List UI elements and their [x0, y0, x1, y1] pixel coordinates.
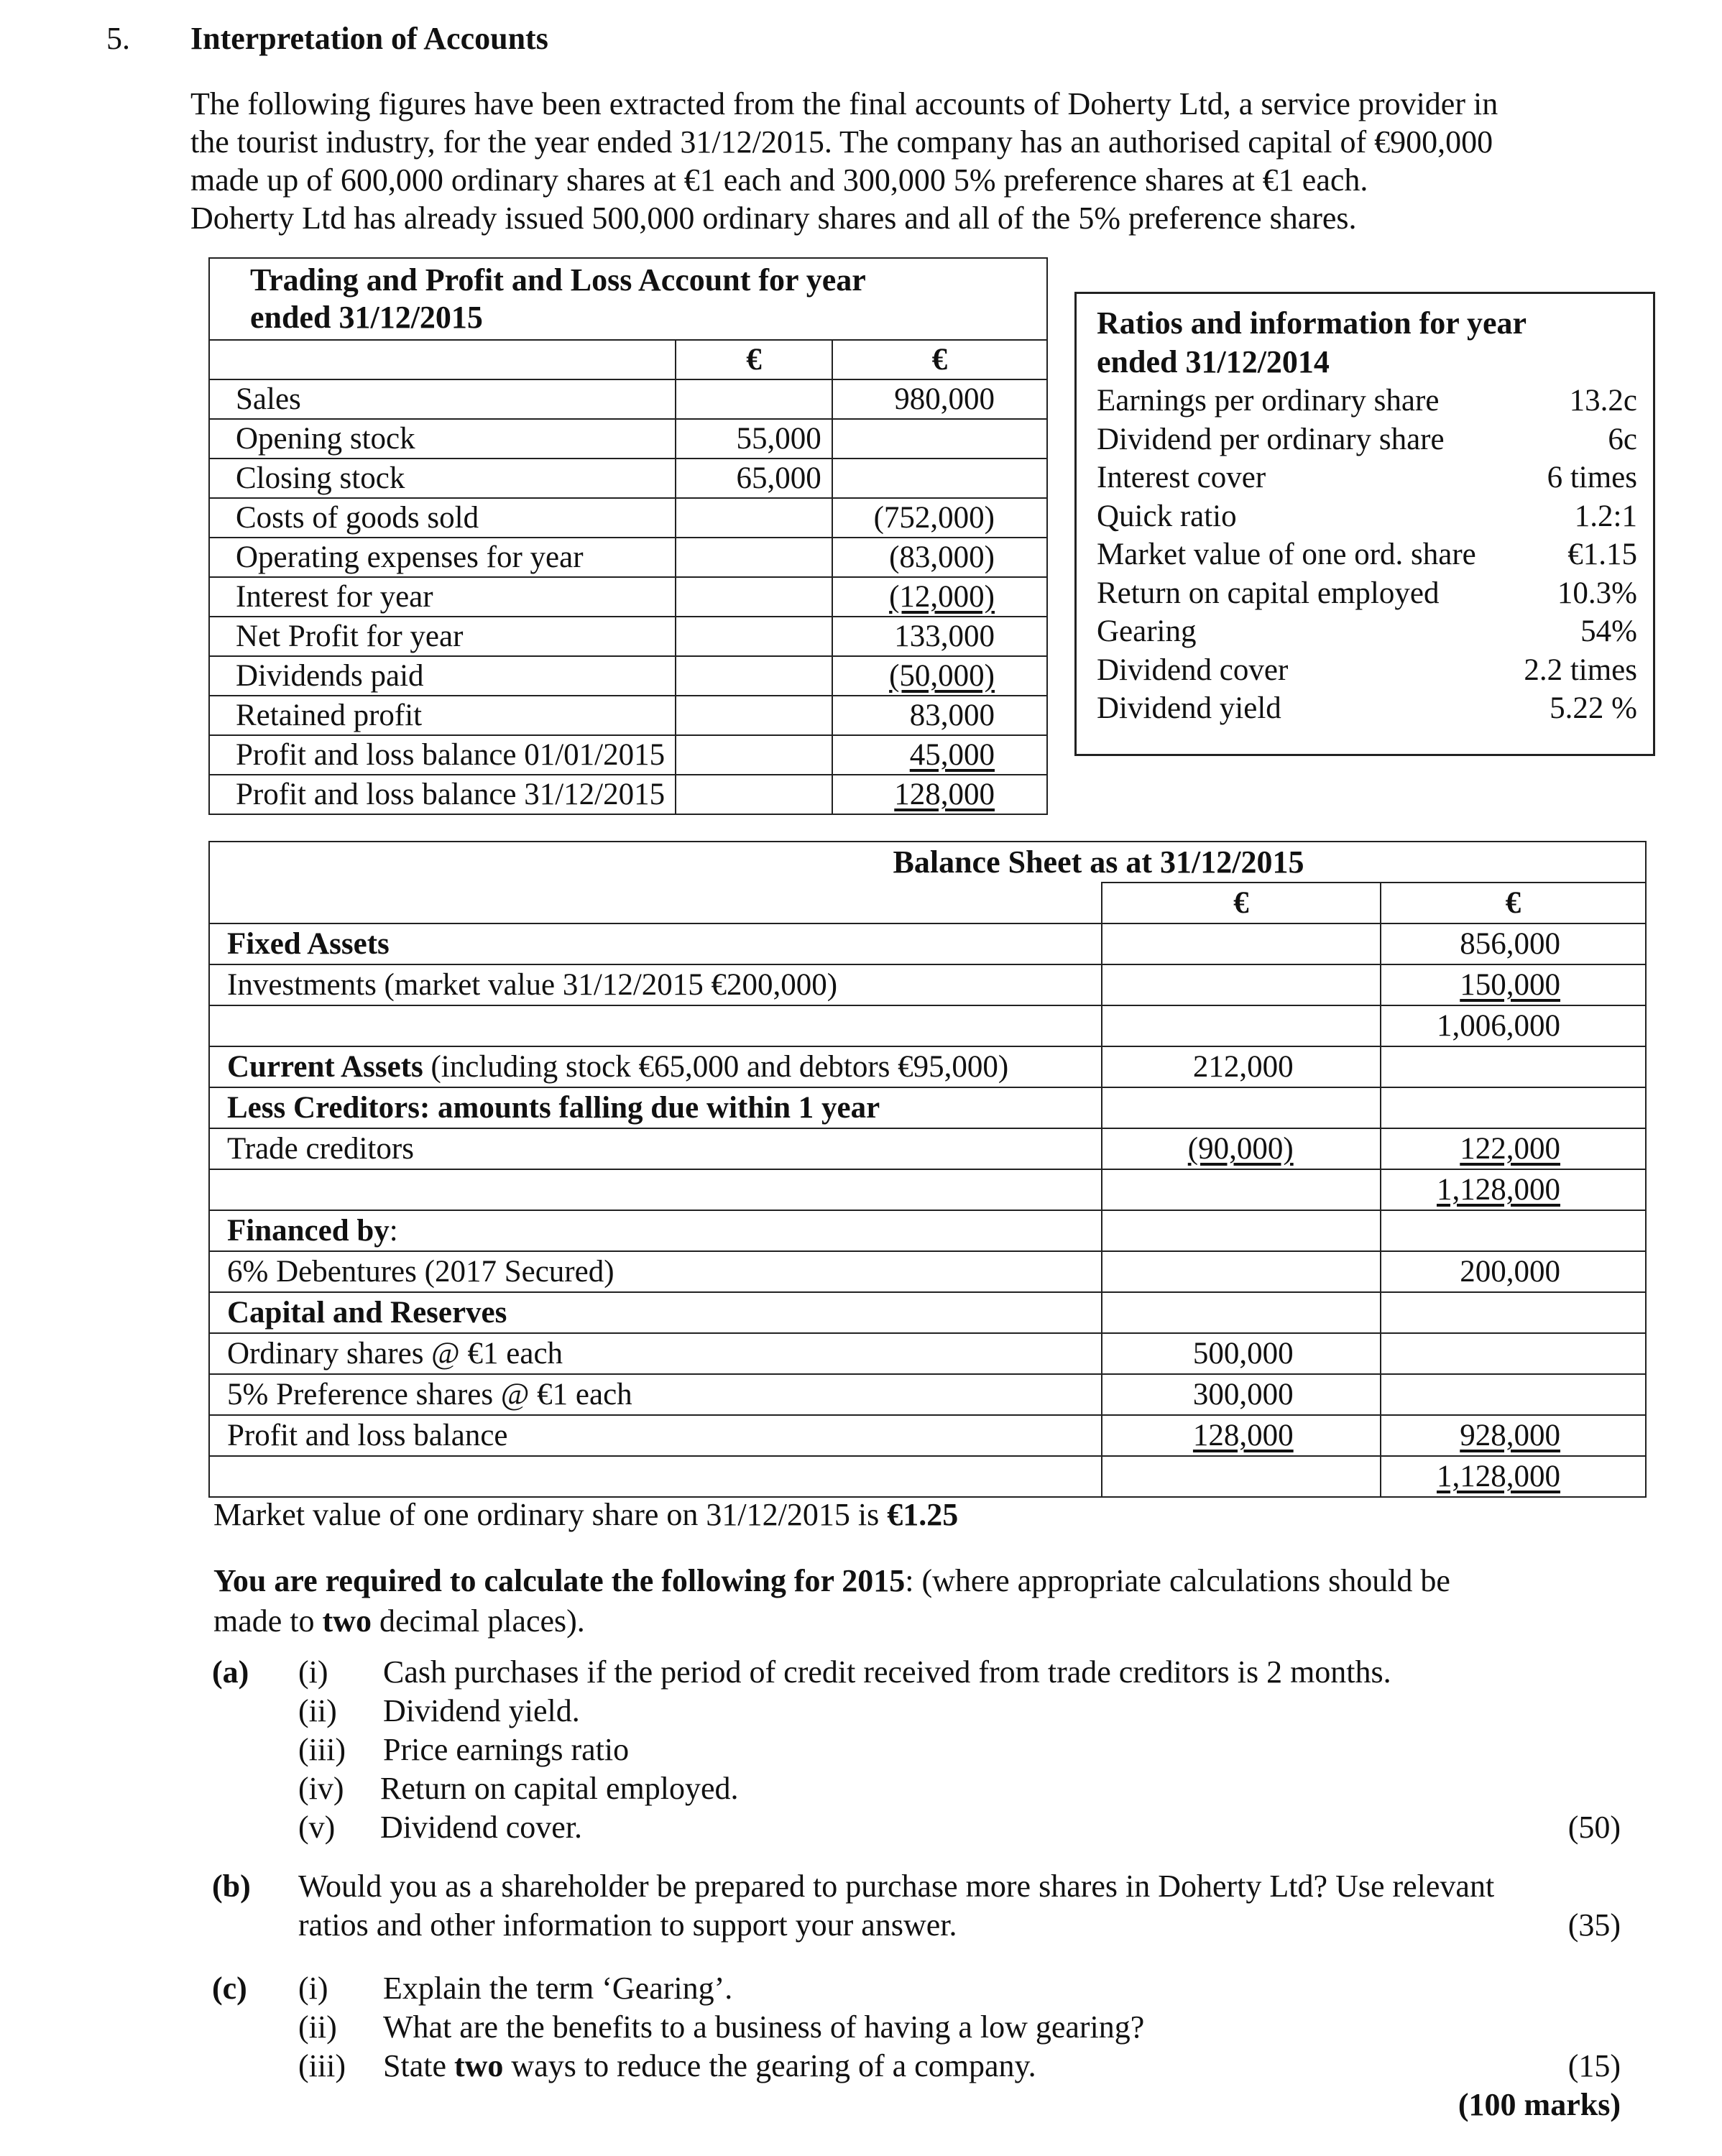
- part-c-text: What are the benefits to a business of having a low gearing?: [383, 2009, 1145, 2045]
- ratio-row: [1097, 420, 1637, 459]
- pl-mid: [676, 617, 832, 656]
- req-line: [213, 1561, 1579, 1601]
- table-row: [209, 459, 1047, 498]
- req-bold: You are required to calculate the following for 2015: [213, 1563, 906, 1598]
- req-rest: : (where appropriate calculations should be: [905, 1563, 1450, 1598]
- bs-ordinary-value: 500,000: [1102, 1333, 1381, 1374]
- pl-label: Net Profit for year: [209, 617, 676, 656]
- balance-sheet-table: [208, 841, 1647, 1498]
- bs-subtotal: 1,006,000: [1381, 1005, 1646, 1046]
- pl-mid: [676, 775, 832, 814]
- table-row: [209, 735, 1047, 775]
- ratio-value: 6 times: [1547, 461, 1637, 494]
- pl-label: Sales: [209, 379, 676, 419]
- bs-debentures-label: 6% Debentures (2017 Secured): [209, 1251, 1102, 1292]
- bs-header-right: €: [1381, 883, 1646, 923]
- pl-right: 128,000: [832, 775, 1047, 814]
- part-c-text-a: State: [383, 2048, 454, 2083]
- ratios-title-line: Ratios and information for year: [1097, 305, 1527, 341]
- bs-cell: [1102, 1456, 1381, 1497]
- market-value-text: Market value of one ordinary share on 31/12/2015 is: [213, 1497, 888, 1532]
- part-a-text: Return on capital employed.: [380, 1771, 739, 1806]
- bs-cell: [1381, 1210, 1646, 1251]
- part-b-line: ratios and other information to support your answer.: [298, 1907, 957, 1943]
- ratio-value: €1.15: [1567, 538, 1637, 571]
- pl-label: Dividends paid: [209, 656, 676, 696]
- bs-cell: [1381, 1087, 1646, 1128]
- req-line2-b: decimal places).: [371, 1603, 585, 1639]
- bs-cell: [1102, 1251, 1381, 1292]
- pl-header-label: [209, 340, 676, 379]
- ratio-row: [1097, 535, 1637, 574]
- table-row: [209, 577, 1047, 617]
- requirements-intro: [213, 1561, 1579, 1641]
- intro-line: made up of 600,000 ordinary shares at €1 each and 300,000 5% preference shares at €1 each.: [190, 162, 1368, 198]
- total-marks: (100 marks): [1458, 2087, 1621, 2122]
- ratio-row: [1097, 689, 1637, 728]
- pl-label: Profit and loss balance 01/01/2015: [209, 735, 676, 775]
- table-row: [209, 775, 1047, 814]
- part-c-num: (iii): [298, 2048, 346, 2083]
- part-a-text: Price earnings ratio: [383, 1732, 630, 1767]
- bs-current-assets-label: [209, 1046, 1102, 1087]
- pl-mid: [676, 577, 832, 617]
- part-c-label: (c): [212, 1971, 247, 2006]
- part-a-text: Dividend cover.: [380, 1810, 583, 1845]
- part-b-marks: (35): [1567, 1907, 1621, 1943]
- pl-right: [832, 419, 1047, 459]
- pl-label: Operating expenses for year: [209, 538, 676, 577]
- bs-less-creditors-label: [209, 1087, 1102, 1128]
- pl-mid: [676, 498, 832, 538]
- ratio-label: Gearing: [1097, 614, 1197, 648]
- ratio-label: Market value of one ord. share: [1097, 538, 1476, 571]
- ratio-value: 2.2 times: [1524, 653, 1637, 687]
- bs-cell: [209, 1169, 1102, 1210]
- bs-total-1: 1,128,000: [1381, 1169, 1646, 1210]
- req-line2-bold: two: [322, 1603, 372, 1639]
- bs-financed-by-rest: :: [389, 1214, 398, 1248]
- pl-right: (752,000): [832, 498, 1047, 538]
- bs-header-label: [209, 883, 1102, 923]
- part-c-text: Explain the term ‘Gearing’.: [383, 1971, 733, 2006]
- bs-less-creditors-rest: : amounts falling due within 1 year: [419, 1091, 880, 1125]
- ratio-value: 6c: [1608, 422, 1637, 456]
- intro-line: the tourist industry, for the year ended 31/12/2015. The company has an authorised capital of €900,000: [190, 124, 1493, 160]
- part-c-text-b: ways to reduce the gearing of a company.: [503, 2048, 1036, 2083]
- bs-investments-label: Investments (market value 31/12/2015 €200,000): [209, 964, 1102, 1005]
- part-a-num: (iv): [298, 1771, 344, 1806]
- ratio-value: 13.2c: [1569, 384, 1637, 418]
- bs-header-mid: €: [1102, 883, 1381, 923]
- pl-mid: [676, 656, 832, 696]
- pl-header-right: €: [832, 340, 1047, 379]
- bs-cell: [1381, 1046, 1646, 1087]
- pl-mid: [676, 538, 832, 577]
- pl-label: Interest for year: [209, 577, 676, 617]
- pl-label: Costs of goods sold: [209, 498, 676, 538]
- ratio-label: Earnings per ordinary share: [1097, 384, 1440, 418]
- table-row: [209, 1374, 1646, 1415]
- table-row: [209, 1128, 1646, 1169]
- pl-label: Closing stock: [209, 459, 676, 498]
- pl-mid: [676, 379, 832, 419]
- part-a-label: (a): [212, 1654, 249, 1690]
- pl-title: [209, 258, 1047, 340]
- bs-preference-label: 5% Preference shares @ €1 each: [209, 1374, 1102, 1415]
- ratios-box: [1074, 292, 1655, 756]
- part-a-num: (i): [298, 1654, 328, 1690]
- ratio-value: 1.2:1: [1574, 499, 1637, 533]
- table-row: [209, 1046, 1646, 1087]
- pl-right: 133,000: [832, 617, 1047, 656]
- pl-right: (83,000): [832, 538, 1047, 577]
- pl-label: Retained profit: [209, 696, 676, 735]
- table-row: [209, 923, 1646, 964]
- question-number: 5.: [106, 21, 130, 56]
- ratio-label: Return on capital employed: [1097, 576, 1440, 610]
- intro-line: Doherty Ltd has already issued 500,000 ordinary shares and all of the 5% preference shares.: [190, 201, 1357, 236]
- bs-investments-value: 150,000: [1381, 964, 1646, 1005]
- part-a-marks: (50): [1567, 1810, 1621, 1845]
- bs-current-assets-bold: Current Assets: [227, 1050, 423, 1084]
- ratio-row: [1097, 574, 1637, 613]
- part-b-line: Would you as a shareholder be prepared to purchase more shares in Doherty Ltd? Use relevant: [298, 1869, 1495, 1904]
- bs-net-current: 122,000: [1381, 1128, 1646, 1169]
- bs-cell: [1102, 1005, 1381, 1046]
- part-a-text: Dividend yield.: [383, 1693, 580, 1728]
- table-row: [209, 1169, 1646, 1210]
- bs-cell: [1381, 1374, 1646, 1415]
- bs-cell: [1102, 1169, 1381, 1210]
- pl-label: Profit and loss balance 31/12/2015: [209, 775, 676, 814]
- pl-mid: 65,000: [676, 459, 832, 498]
- table-row: [209, 1292, 1646, 1333]
- table-row: [209, 1415, 1646, 1456]
- profit-loss-table: [208, 257, 1048, 815]
- bs-cell: [1102, 923, 1381, 964]
- table-row: [209, 1456, 1646, 1497]
- question-parts: [212, 1653, 1649, 2156]
- bs-fixed-assets-value: 856,000: [1381, 923, 1646, 964]
- table-row: [209, 1333, 1646, 1374]
- balance-sheet-title: Balance Sheet as at 31/12/2015: [209, 842, 1646, 883]
- market-value-amount: €1.25: [887, 1497, 959, 1532]
- ratio-row: [1097, 382, 1637, 420]
- table-row: [209, 696, 1047, 735]
- part-b-label: (b): [212, 1869, 251, 1904]
- req-line: [213, 1601, 1579, 1641]
- ratio-label: Quick ratio: [1097, 499, 1237, 533]
- bs-cell: [1381, 1292, 1646, 1333]
- table-row: [209, 419, 1047, 459]
- bs-current-assets-value: 212,000: [1102, 1046, 1381, 1087]
- part-c-num: (ii): [298, 2009, 337, 2045]
- ratio-label: Interest cover: [1097, 461, 1266, 494]
- ratio-value: 54%: [1580, 614, 1637, 648]
- pl-mid: [676, 735, 832, 775]
- bs-cell: [1381, 1333, 1646, 1374]
- bs-less-creditors-bold: Less Creditors: [227, 1091, 420, 1125]
- bs-debentures-value: 200,000: [1381, 1251, 1646, 1292]
- part-c-num: (i): [298, 1971, 328, 2006]
- pl-right: [832, 459, 1047, 498]
- bs-cell: [1102, 1087, 1381, 1128]
- table-row: [209, 1005, 1646, 1046]
- pl-mid: 55,000: [676, 419, 832, 459]
- part-a-num: (ii): [298, 1693, 337, 1728]
- pl-label: Opening stock: [209, 419, 676, 459]
- bs-trade-creditors-label: Trade creditors: [209, 1128, 1102, 1169]
- table-row: [209, 617, 1047, 656]
- part-c-marks: (15): [1567, 2048, 1621, 2083]
- bs-fixed-assets-label: Fixed Assets: [209, 923, 1102, 964]
- ratio-label: Dividend per ordinary share: [1097, 422, 1445, 456]
- table-row: [209, 1087, 1646, 1128]
- bs-cell: [1102, 964, 1381, 1005]
- ratio-row: [1097, 459, 1637, 497]
- bs-financed-by-bold: Financed by: [227, 1214, 390, 1248]
- ratio-row: [1097, 497, 1637, 536]
- ratio-label: Dividend yield: [1097, 691, 1281, 725]
- bs-capital-total: 928,000: [1381, 1415, 1646, 1456]
- table-row: [209, 1251, 1646, 1292]
- part-a-num: (iii): [298, 1732, 346, 1767]
- pl-right: 45,000: [832, 735, 1047, 775]
- ratio-row: [1097, 651, 1637, 690]
- table-row: [209, 498, 1047, 538]
- table-row: [209, 656, 1047, 696]
- pl-mid: [676, 696, 832, 735]
- part-c-text-bold: two: [453, 2048, 504, 2083]
- bs-cell: [209, 1456, 1102, 1497]
- table-row: [209, 964, 1646, 1005]
- bs-pl-balance-label: Profit and loss balance: [209, 1415, 1102, 1456]
- bs-current-assets-rest: (including stock €65,000 and debtors €95,000): [423, 1050, 1009, 1084]
- pl-title-line: Trading and Profit and Loss Account for year: [250, 262, 866, 298]
- ratios-title-line: ended 31/12/2014: [1097, 344, 1330, 379]
- part-a-text: Cash purchases if the period of credit received from trade creditors is 2 months.: [383, 1654, 1391, 1690]
- ratio-label: Dividend cover: [1097, 653, 1289, 687]
- bs-preference-value: 300,000: [1102, 1374, 1381, 1415]
- market-value-line: [213, 1496, 958, 1533]
- pl-right: 980,000: [832, 379, 1047, 419]
- bs-cell: [1102, 1292, 1381, 1333]
- pl-right: (12,000): [832, 577, 1047, 617]
- bs-capital-reserves-label: Capital and Reserves: [209, 1292, 1102, 1333]
- ratio-value: 5.22 %: [1550, 691, 1637, 725]
- part-c-text: [383, 2047, 1036, 2086]
- bs-pl-balance-value: 128,000: [1102, 1415, 1381, 1456]
- ratio-row: [1097, 612, 1637, 651]
- bs-trade-creditors-value: (90,000): [1102, 1128, 1381, 1169]
- pl-right: 83,000: [832, 696, 1047, 735]
- table-row: [209, 1210, 1646, 1251]
- intro-line: The following figures have been extracted from the final accounts of Doherty Ltd, a service provider in: [190, 86, 1498, 121]
- part-a-num: (v): [298, 1810, 336, 1845]
- pl-right: (50,000): [832, 656, 1047, 696]
- question-title: Interpretation of Accounts: [190, 21, 548, 56]
- bs-cell: [1102, 1210, 1381, 1251]
- bs-ordinary-label: Ordinary shares @ €1 each: [209, 1333, 1102, 1374]
- pl-title-line: ended 31/12/2015: [250, 300, 483, 335]
- bs-total-2: 1,128,000: [1381, 1456, 1646, 1497]
- table-row: [209, 379, 1047, 419]
- ratio-value: 10.3%: [1557, 576, 1637, 610]
- req-line2-a: made to: [213, 1603, 323, 1639]
- pl-header-mid: €: [676, 340, 832, 379]
- bs-financed-by-label: [209, 1210, 1102, 1251]
- intro-paragraph: [190, 85, 1628, 237]
- table-row: [209, 538, 1047, 577]
- bs-cell: [209, 1005, 1102, 1046]
